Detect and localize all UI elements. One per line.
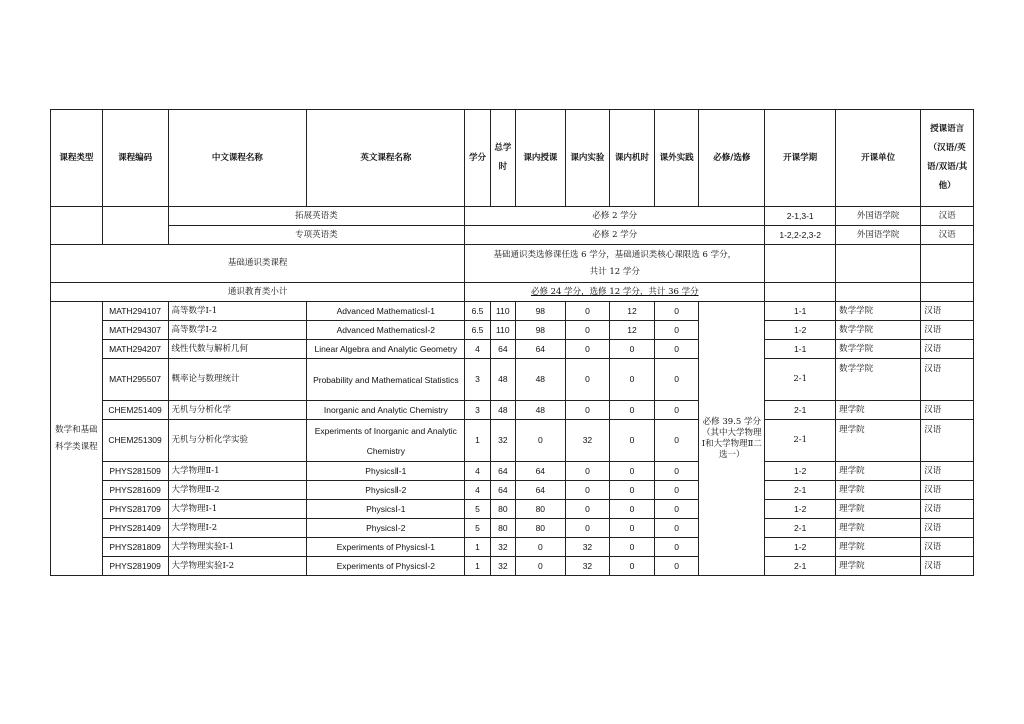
course-lecture: 64 bbox=[516, 462, 566, 481]
course-code: CHEM251409 bbox=[102, 401, 168, 420]
course-lecture: 0 bbox=[516, 538, 566, 557]
empty-cell bbox=[51, 207, 103, 245]
course-total-hours: 32 bbox=[490, 420, 515, 462]
course-code: MATH294107 bbox=[102, 302, 168, 321]
table-row bbox=[51, 340, 974, 359]
course-semester: 1-2 bbox=[765, 321, 836, 340]
table-header-row bbox=[51, 110, 974, 207]
header-credit: 学分 bbox=[465, 110, 490, 207]
course-dept: 数学学院 bbox=[836, 359, 921, 401]
course-lab: 0 bbox=[565, 481, 610, 500]
course-total-hours: 32 bbox=[490, 557, 515, 576]
course-cn-name: 大学物理Ⅱ-2 bbox=[168, 481, 307, 500]
course-code: CHEM251309 bbox=[102, 420, 168, 462]
course-lang: 汉语 bbox=[921, 519, 974, 538]
header-required: 必修/选修 bbox=[699, 110, 765, 207]
course-lab: 0 bbox=[565, 462, 610, 481]
general-basic-line1: 基础通识类选修课任选 6 学分，基础通识类核心课限选 6 学分， bbox=[493, 249, 737, 260]
header-lecture: 课内授课 bbox=[516, 110, 566, 207]
header-practice: 课外实践 bbox=[654, 110, 699, 207]
course-credit: 3 bbox=[465, 401, 490, 420]
course-practice: 0 bbox=[654, 340, 699, 359]
header-dept: 开课单位 bbox=[836, 110, 921, 207]
course-computer: 0 bbox=[610, 538, 655, 557]
course-lab: 0 bbox=[565, 500, 610, 519]
course-en-name: PhysicsⅠ-2 bbox=[307, 519, 465, 538]
course-semester: 2-1 bbox=[765, 420, 836, 462]
course-semester: 1-1 bbox=[765, 340, 836, 359]
course-cn-name: 高等数学Ⅰ-1 bbox=[168, 302, 307, 321]
course-lab: 0 bbox=[565, 321, 610, 340]
course-cn-name: 概率论与数理统计 bbox=[168, 359, 307, 401]
course-lecture: 98 bbox=[516, 321, 566, 340]
general-basic-desc bbox=[465, 245, 765, 283]
empty-cell bbox=[102, 207, 168, 245]
course-lecture: 64 bbox=[516, 340, 566, 359]
course-practice: 0 bbox=[654, 420, 699, 462]
empty-cell bbox=[921, 245, 974, 283]
required-note: 必修 39.5 学分（其中大学物理Ⅰ和大学物理Ⅱ二选一） bbox=[699, 302, 765, 576]
table-row bbox=[51, 226, 974, 245]
course-lecture: 80 bbox=[516, 500, 566, 519]
course-practice: 0 bbox=[654, 302, 699, 321]
course-en-name: PhysicsⅠ-1 bbox=[307, 500, 465, 519]
empty-cell bbox=[921, 283, 974, 302]
english-name: 拓展英语类 bbox=[168, 207, 465, 226]
course-dept: 理学院 bbox=[836, 557, 921, 576]
course-practice: 0 bbox=[654, 401, 699, 420]
course-code: MATH294307 bbox=[102, 321, 168, 340]
course-lecture: 0 bbox=[516, 557, 566, 576]
course-lecture: 64 bbox=[516, 481, 566, 500]
course-lang: 汉语 bbox=[921, 481, 974, 500]
course-credit: 5 bbox=[465, 519, 490, 538]
course-credit: 1 bbox=[465, 538, 490, 557]
course-lang: 汉语 bbox=[921, 359, 974, 401]
table-row bbox=[51, 321, 974, 340]
curriculum-table bbox=[50, 109, 974, 576]
course-total-hours: 32 bbox=[490, 538, 515, 557]
course-computer: 12 bbox=[610, 321, 655, 340]
course-semester: 2-1 bbox=[765, 519, 836, 538]
course-computer: 0 bbox=[610, 401, 655, 420]
course-computer: 0 bbox=[610, 420, 655, 462]
course-semester: 1-2 bbox=[765, 462, 836, 481]
course-lang: 汉语 bbox=[921, 321, 974, 340]
course-code: PHYS281909 bbox=[102, 557, 168, 576]
course-lab: 32 bbox=[565, 557, 610, 576]
course-lecture: 48 bbox=[516, 359, 566, 401]
course-cn-name: 大学物理Ⅱ-1 bbox=[168, 462, 307, 481]
english-req: 必修 2 学分 bbox=[465, 226, 765, 245]
course-cn-name: 线性代数与解析几何 bbox=[168, 340, 307, 359]
course-cn-name: 大学物理Ⅰ-2 bbox=[168, 519, 307, 538]
english-req: 必修 2 学分 bbox=[465, 207, 765, 226]
empty-cell bbox=[765, 245, 836, 283]
course-total-hours: 64 bbox=[490, 340, 515, 359]
course-en-name: PhysicsⅡ-1 bbox=[307, 462, 465, 481]
header-total-hours: 总学时 bbox=[490, 110, 515, 207]
course-lab: 0 bbox=[565, 519, 610, 538]
course-lab: 0 bbox=[565, 302, 610, 321]
english-lang: 汉语 bbox=[921, 207, 974, 226]
course-dept: 数学学院 bbox=[836, 321, 921, 340]
table-row bbox=[51, 401, 974, 420]
course-lang: 汉语 bbox=[921, 420, 974, 462]
course-lang: 汉语 bbox=[921, 302, 974, 321]
course-credit: 6.5 bbox=[465, 302, 490, 321]
course-lab: 0 bbox=[565, 401, 610, 420]
english-semester: 2-1,3-1 bbox=[765, 207, 836, 226]
course-en-name: Experiments of PhysicsⅠ-1 bbox=[307, 538, 465, 557]
empty-cell bbox=[836, 283, 921, 302]
course-code: PHYS281709 bbox=[102, 500, 168, 519]
course-practice: 0 bbox=[654, 519, 699, 538]
course-semester: 1-2 bbox=[765, 500, 836, 519]
course-lang: 汉语 bbox=[921, 500, 974, 519]
course-dept: 理学院 bbox=[836, 420, 921, 462]
course-practice: 0 bbox=[654, 321, 699, 340]
table-row bbox=[51, 245, 974, 283]
empty-cell bbox=[836, 245, 921, 283]
course-code: PHYS281609 bbox=[102, 481, 168, 500]
english-dept: 外国语学院 bbox=[836, 226, 921, 245]
header-course-code: 课程编码 bbox=[102, 110, 168, 207]
course-dept: 理学院 bbox=[836, 401, 921, 420]
header-cn-name: 中文课程名称 bbox=[168, 110, 307, 207]
course-computer: 0 bbox=[610, 340, 655, 359]
course-credit: 1 bbox=[465, 557, 490, 576]
english-lang: 汉语 bbox=[921, 226, 974, 245]
table-row bbox=[51, 283, 974, 302]
english-semester: 1-2,2-2,3-2 bbox=[765, 226, 836, 245]
header-semester: 开课学期 bbox=[765, 110, 836, 207]
header-computer: 课内机时 bbox=[610, 110, 655, 207]
course-code: PHYS281509 bbox=[102, 462, 168, 481]
course-code: MATH295507 bbox=[102, 359, 168, 401]
course-lecture: 80 bbox=[516, 519, 566, 538]
course-practice: 0 bbox=[654, 359, 699, 401]
course-cn-name: 无机与分析化学 bbox=[168, 401, 307, 420]
course-dept: 理学院 bbox=[836, 462, 921, 481]
course-code: PHYS281409 bbox=[102, 519, 168, 538]
course-computer: 12 bbox=[610, 302, 655, 321]
header-en-name: 英文课程名称 bbox=[307, 110, 465, 207]
table-row bbox=[51, 207, 974, 226]
course-en-name: Experiments of PhysicsⅠ-2 bbox=[307, 557, 465, 576]
english-name: 专项英语类 bbox=[168, 226, 465, 245]
course-credit: 4 bbox=[465, 481, 490, 500]
table-row bbox=[51, 557, 974, 576]
course-lang: 汉语 bbox=[921, 401, 974, 420]
course-total-hours: 80 bbox=[490, 519, 515, 538]
course-computer: 0 bbox=[610, 481, 655, 500]
table-row bbox=[51, 462, 974, 481]
course-lab: 32 bbox=[565, 420, 610, 462]
course-semester: 2-1 bbox=[765, 557, 836, 576]
course-credit: 1 bbox=[465, 420, 490, 462]
course-lang: 汉语 bbox=[921, 340, 974, 359]
table-row bbox=[51, 359, 974, 401]
header-course-type: 课程类型 bbox=[51, 110, 103, 207]
header-lab: 课内实验 bbox=[565, 110, 610, 207]
course-type-cell: 数学和基础科学类课程 bbox=[51, 302, 103, 576]
course-lab: 32 bbox=[565, 538, 610, 557]
course-semester: 1-1 bbox=[765, 302, 836, 321]
course-en-name: Advanced MathematicsⅠ-2 bbox=[307, 321, 465, 340]
course-dept: 理学院 bbox=[836, 500, 921, 519]
course-semester: 1-2 bbox=[765, 538, 836, 557]
course-en-name: Experiments of Inorganic and Analytic Chemistry bbox=[307, 420, 465, 462]
general-subtotal-label: 通识教育类小计 bbox=[51, 283, 465, 302]
course-cn-name: 大学物理实验Ⅰ-1 bbox=[168, 538, 307, 557]
course-practice: 0 bbox=[654, 500, 699, 519]
course-cn-name: 高等数学Ⅰ-2 bbox=[168, 321, 307, 340]
course-total-hours: 80 bbox=[490, 500, 515, 519]
course-lang: 汉语 bbox=[921, 557, 974, 576]
empty-cell bbox=[765, 283, 836, 302]
course-total-hours: 48 bbox=[490, 359, 515, 401]
course-dept: 数学学院 bbox=[836, 302, 921, 321]
course-total-hours: 110 bbox=[490, 302, 515, 321]
course-total-hours: 64 bbox=[490, 481, 515, 500]
course-total-hours: 110 bbox=[490, 321, 515, 340]
course-dept: 理学院 bbox=[836, 519, 921, 538]
course-dept: 理学院 bbox=[836, 538, 921, 557]
table-row bbox=[51, 302, 974, 321]
course-computer: 0 bbox=[610, 359, 655, 401]
course-semester: 2-1 bbox=[765, 481, 836, 500]
course-en-name: Inorganic and Analytic Chemistry bbox=[307, 401, 465, 420]
general-subtotal-text: 必修 24 学分，选修 12 学分，共计 36 学分 bbox=[465, 283, 765, 302]
general-basic-line2: 共计 12 学分 bbox=[589, 266, 640, 277]
course-semester: 2-1 bbox=[765, 401, 836, 420]
course-dept: 理学院 bbox=[836, 481, 921, 500]
course-en-name: PhysicsⅡ-2 bbox=[307, 481, 465, 500]
course-en-name: Advanced MathematicsⅠ-1 bbox=[307, 302, 465, 321]
table-row bbox=[51, 481, 974, 500]
course-lab: 0 bbox=[565, 340, 610, 359]
course-credit: 4 bbox=[465, 462, 490, 481]
course-lecture: 48 bbox=[516, 401, 566, 420]
course-en-name: Probability and Mathematical Statistics bbox=[307, 359, 465, 401]
course-practice: 0 bbox=[654, 481, 699, 500]
course-lang: 汉语 bbox=[921, 462, 974, 481]
course-code: MATH294207 bbox=[102, 340, 168, 359]
course-credit: 3 bbox=[465, 359, 490, 401]
course-en-name: Linear Algebra and Analytic Geometry bbox=[307, 340, 465, 359]
course-computer: 0 bbox=[610, 519, 655, 538]
course-practice: 0 bbox=[654, 538, 699, 557]
course-cn-name: 大学物理实验Ⅰ-2 bbox=[168, 557, 307, 576]
course-lecture: 98 bbox=[516, 302, 566, 321]
course-total-hours: 48 bbox=[490, 401, 515, 420]
course-dept: 数学学院 bbox=[836, 340, 921, 359]
course-cn-name: 无机与分析化学实验 bbox=[168, 420, 307, 462]
table-row bbox=[51, 420, 974, 462]
course-credit: 6.5 bbox=[465, 321, 490, 340]
course-lang: 汉语 bbox=[921, 538, 974, 557]
table-row bbox=[51, 519, 974, 538]
table-row bbox=[51, 500, 974, 519]
course-total-hours: 64 bbox=[490, 462, 515, 481]
general-basic-label: 基础通识类课程 bbox=[51, 245, 465, 283]
header-language: 授课语言（汉语/英语/双语/其他） bbox=[921, 110, 974, 207]
table-row bbox=[51, 538, 974, 557]
course-credit: 4 bbox=[465, 340, 490, 359]
course-credit: 5 bbox=[465, 500, 490, 519]
course-computer: 0 bbox=[610, 500, 655, 519]
course-practice: 0 bbox=[654, 462, 699, 481]
course-computer: 0 bbox=[610, 462, 655, 481]
course-lecture: 0 bbox=[516, 420, 566, 462]
course-computer: 0 bbox=[610, 557, 655, 576]
course-code: PHYS281809 bbox=[102, 538, 168, 557]
course-lab: 0 bbox=[565, 359, 610, 401]
curriculum-page bbox=[50, 109, 974, 576]
course-practice: 0 bbox=[654, 557, 699, 576]
course-semester: 2-1 bbox=[765, 359, 836, 401]
english-dept: 外国语学院 bbox=[836, 207, 921, 226]
course-cn-name: 大学物理Ⅰ-1 bbox=[168, 500, 307, 519]
